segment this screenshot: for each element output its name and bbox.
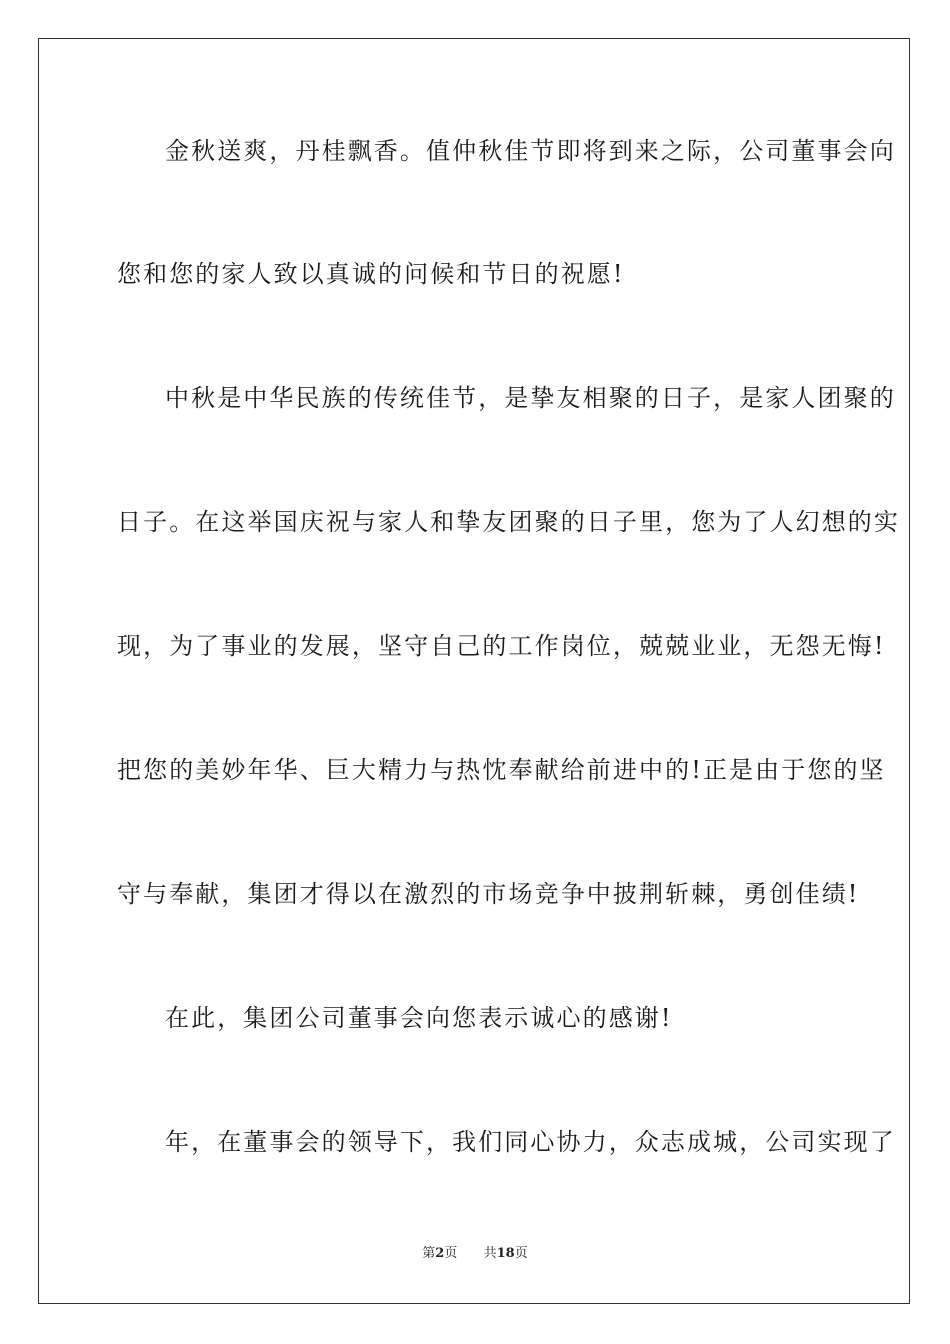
page-prefix: 第 [422, 1246, 436, 1261]
paragraph-line: 金秋送爽，丹桂飘香。值仲秋佳节即将到来之际，公司董事会向 [165, 137, 896, 165]
total-pages: 18 [496, 1246, 515, 1261]
paragraph-line: 守与奉献，集团才得以在激烈的市场竞争中披荆斩棘，勇创佳绩! [117, 880, 860, 908]
paragraph-line: 中秋是中华民族的传统佳节，是挚友相聚的日子，是家人团聚的 [165, 384, 896, 412]
page-footer [0, 1245, 950, 1263]
total-suffix: 页 [514, 1246, 528, 1261]
paragraph-line: 把您的美妙年华、巨大精力与热忱奉献给前进中的!正是由于您的坚 [117, 756, 886, 784]
page-border [38, 38, 910, 1304]
paragraph-line: 年，在董事会的领导下，我们同心协力，众志成城，公司实现了 [165, 1128, 896, 1156]
paragraph-line: 日子。在这举国庆祝与家人和挚友团聚的日子里，您为了人幻想的实 [117, 508, 900, 536]
total-prefix: 共 [483, 1246, 497, 1261]
paragraph-line: 在此，集团公司董事会向您表示诚心的感谢! [165, 1004, 673, 1032]
paragraph-line: 您和您的家人致以真诚的问候和节日的祝愿! [117, 260, 625, 288]
page-number: 2 [435, 1246, 445, 1261]
paragraph-line: 现，为了事业的发展，坚守自己的工作岗位，兢兢业业，无怨无悔! [117, 632, 886, 660]
page-suffix: 页 [444, 1246, 458, 1261]
